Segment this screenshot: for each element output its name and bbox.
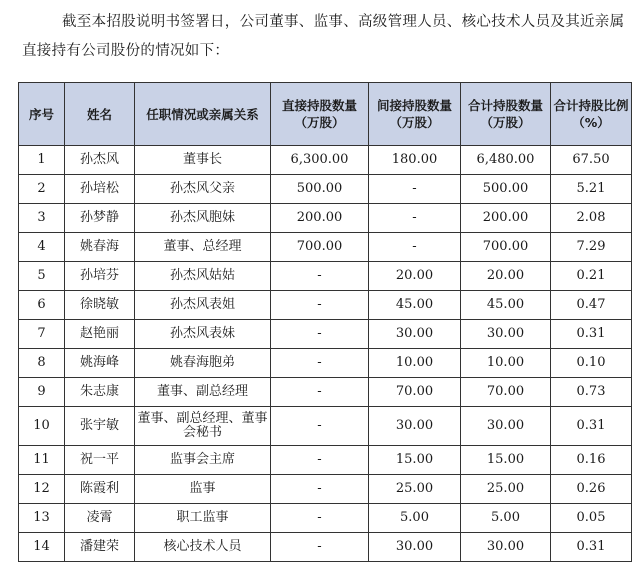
table-cell: 5.00: [461, 504, 551, 533]
table-cell: 孙杰风姑姑: [135, 262, 271, 291]
table-cell: 姚海峰: [65, 349, 135, 378]
table-cell: 0.10: [551, 349, 632, 378]
column-header: 任职情况或亲属关系: [135, 83, 271, 146]
table-cell: 核心技术人员: [135, 533, 271, 562]
table-cell: -: [271, 475, 369, 504]
column-header: 姓名: [65, 83, 135, 146]
table-cell: 0.05: [551, 504, 632, 533]
table-cell: 孙梦静: [65, 204, 135, 233]
table-cell: 6,480.00: [461, 146, 551, 175]
table-cell: 13: [19, 504, 65, 533]
table-row: [19, 475, 632, 504]
table-row: [19, 533, 632, 562]
table-row: [19, 446, 632, 475]
column-header: 间接持股数量（万股）: [369, 83, 461, 146]
column-header: 合计持股比例（%）: [551, 83, 632, 146]
table-cell: 200.00: [461, 204, 551, 233]
table-cell: 70.00: [461, 378, 551, 407]
table-cell: 0.31: [551, 533, 632, 562]
table-cell: 7: [19, 320, 65, 349]
table-cell: 孙杰风表姐: [135, 291, 271, 320]
table-cell: 徐晓敏: [65, 291, 135, 320]
table-cell: 孙杰风表妹: [135, 320, 271, 349]
table-cell: 30.00: [461, 533, 551, 562]
table-cell: 45.00: [369, 291, 461, 320]
table-cell: 孙杰风胞妹: [135, 204, 271, 233]
table-cell: 14: [19, 533, 65, 562]
table-cell: 2.08: [551, 204, 632, 233]
table-cell: 30.00: [369, 407, 461, 446]
table-cell: -: [271, 262, 369, 291]
table-cell: 15.00: [369, 446, 461, 475]
table-cell: 0.31: [551, 407, 632, 446]
table-cell: 3: [19, 204, 65, 233]
table-cell: 0.47: [551, 291, 632, 320]
table-row: [19, 504, 632, 533]
table-cell: 0.73: [551, 378, 632, 407]
table-cell: 2: [19, 175, 65, 204]
table-cell: 70.00: [369, 378, 461, 407]
table-row: [19, 262, 632, 291]
shareholding-table: [18, 82, 632, 562]
table-cell: 5: [19, 262, 65, 291]
column-header: 合计持股数量（万股）: [461, 83, 551, 146]
table-cell: 11: [19, 446, 65, 475]
table-cell: 监事: [135, 475, 271, 504]
table-cell: 赵艳丽: [65, 320, 135, 349]
table-body: [19, 146, 632, 562]
table-cell: 0.26: [551, 475, 632, 504]
table-cell: 30.00: [369, 320, 461, 349]
table-cell: 200.00: [271, 204, 369, 233]
table-cell: 30.00: [461, 407, 551, 446]
table-cell: -: [369, 233, 461, 262]
intro-paragraph: 截至本招股说明书签署日，公司董事、监事、高级管理人员、核心技术人员及其近亲属直接持有公司股份的情况如下：: [22, 14, 625, 59]
table-cell: 12: [19, 475, 65, 504]
table-cell: -: [271, 378, 369, 407]
table-cell: -: [271, 446, 369, 475]
table-cell: 25.00: [461, 475, 551, 504]
table-cell: 董事长: [135, 146, 271, 175]
table-cell: 0.16: [551, 446, 632, 475]
table-cell: 20.00: [369, 262, 461, 291]
table-cell: 7.29: [551, 233, 632, 262]
table-cell: -: [271, 349, 369, 378]
table-cell: 700.00: [461, 233, 551, 262]
table-cell: 姚春海胞弟: [135, 349, 271, 378]
table-cell: 孙培松: [65, 175, 135, 204]
table-cell: 凌霄: [65, 504, 135, 533]
table-row: [19, 291, 632, 320]
table-cell: 500.00: [271, 175, 369, 204]
table-cell: 45.00: [461, 291, 551, 320]
table-row: [19, 233, 632, 262]
table-cell: 4: [19, 233, 65, 262]
table-cell: 祝一平: [65, 446, 135, 475]
table-cell: 8: [19, 349, 65, 378]
table-cell: 67.50: [551, 146, 632, 175]
table-cell: 20.00: [461, 262, 551, 291]
table-cell: 1: [19, 146, 65, 175]
table-cell: 5.21: [551, 175, 632, 204]
table-cell: 700.00: [271, 233, 369, 262]
table-cell: 180.00: [369, 146, 461, 175]
table-cell: 0.31: [551, 320, 632, 349]
table-cell: 6: [19, 291, 65, 320]
table-row: [19, 349, 632, 378]
table-cell: -: [369, 175, 461, 204]
table-cell: 30.00: [461, 320, 551, 349]
table-cell: 0.21: [551, 262, 632, 291]
column-header: 序号: [19, 83, 65, 146]
table-cell: -: [271, 320, 369, 349]
table-cell: 9: [19, 378, 65, 407]
table-row: [19, 378, 632, 407]
table-row: [19, 146, 632, 175]
table-cell: -: [271, 504, 369, 533]
table-cell: 孙杰风: [65, 146, 135, 175]
table-cell: 监事会主席: [135, 446, 271, 475]
table-cell: 董事、总经理: [135, 233, 271, 262]
table-cell: 潘建荣: [65, 533, 135, 562]
table-cell: 500.00: [461, 175, 551, 204]
table-cell: 陈霞利: [65, 475, 135, 504]
table-cell: 10.00: [461, 349, 551, 378]
table-cell: 5.00: [369, 504, 461, 533]
table-cell: 6,300.00: [271, 146, 369, 175]
table-cell: -: [369, 204, 461, 233]
table-cell: 10: [19, 407, 65, 446]
table-row: [19, 204, 632, 233]
table-header-row: [19, 83, 632, 146]
column-header: 直接持股数量（万股）: [271, 83, 369, 146]
table-cell: -: [271, 407, 369, 446]
table-cell: 10.00: [369, 349, 461, 378]
table-cell: 张宇敏: [65, 407, 135, 446]
table-row: [19, 175, 632, 204]
table-cell: 姚春海: [65, 233, 135, 262]
table-cell: 职工监事: [135, 504, 271, 533]
table-cell: 董事、副总经理: [135, 378, 271, 407]
table-cell: 董事、副总经理、董事会秘书: [135, 407, 271, 446]
table-cell: -: [271, 533, 369, 562]
table-cell: 15.00: [461, 446, 551, 475]
table-cell: 25.00: [369, 475, 461, 504]
table-cell: 孙培芬: [65, 262, 135, 291]
table-cell: 朱志康: [65, 378, 135, 407]
table-cell: -: [271, 291, 369, 320]
table-row: [19, 320, 632, 349]
table-cell: 30.00: [369, 533, 461, 562]
table-row: [19, 407, 632, 446]
table-cell: 孙杰风父亲: [135, 175, 271, 204]
